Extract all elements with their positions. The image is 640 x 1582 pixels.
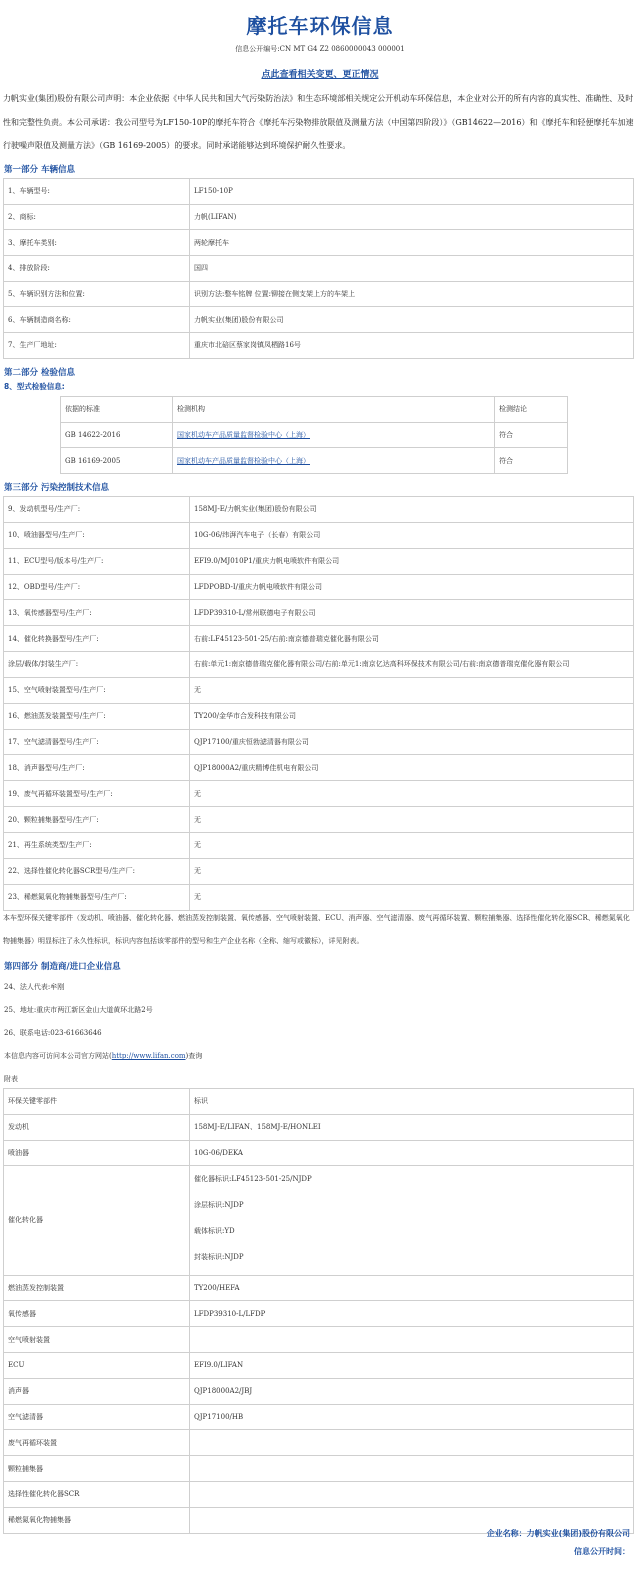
table-row bbox=[4, 548, 634, 574]
table-row bbox=[4, 1404, 634, 1430]
public-info-number: 信息公开编号:CN MT G4 Z2 0860000043 000001 bbox=[235, 45, 405, 53]
field-value: 力帆实业(集团)股份有限公司 bbox=[190, 307, 634, 333]
table-row bbox=[4, 755, 634, 781]
table-row bbox=[4, 1327, 634, 1353]
table-row bbox=[4, 1430, 634, 1456]
column-header: 检测结论 bbox=[495, 397, 568, 423]
footer-company-name: 企业名称：力帆实业(集团)股份有限公司 bbox=[486, 1529, 630, 1538]
field-value: 无 bbox=[190, 677, 634, 703]
table-row bbox=[4, 1378, 634, 1404]
part3-heading: 第三部分 污染控制技术信息 bbox=[4, 483, 109, 493]
table-row bbox=[4, 333, 634, 359]
table-row bbox=[4, 600, 634, 626]
part-mark bbox=[190, 1327, 634, 1353]
field-label: 5、车辆识别方法和位置: bbox=[4, 281, 190, 307]
field-value: 国四 bbox=[190, 256, 634, 282]
table-row bbox=[4, 230, 634, 256]
page-title: 摩托车环保信息 bbox=[246, 14, 394, 38]
changes-link[interactable]: 点此查看相关变更、更正情况 bbox=[261, 70, 379, 80]
website-query-line bbox=[4, 1051, 202, 1061]
field-value: QJP17100/重庆恒勃滤清器有限公司 bbox=[190, 729, 634, 755]
table-row bbox=[4, 703, 634, 729]
table-row bbox=[4, 497, 634, 523]
field-value: EFI9.0/MJ010P1/重庆力帆电喷软件有限公司 bbox=[190, 548, 634, 574]
type-test-heading: 8、型式检验信息: bbox=[4, 382, 65, 391]
part-mark: QJP18000A2/JBJ bbox=[190, 1378, 634, 1404]
field-label: 7、生产厂地址: bbox=[4, 333, 190, 359]
field-label: 23、稀燃氮氧化物捕集器型号/生产厂: bbox=[4, 884, 190, 910]
part-mark: QJP17100/HB bbox=[190, 1404, 634, 1430]
column-header: 检测机构 bbox=[173, 397, 495, 423]
table-row bbox=[4, 1456, 634, 1482]
legal-representative: 24、法人代表:牟刚 bbox=[4, 983, 65, 991]
catalyst-mark-line: 涂层标识:NJDP bbox=[194, 1201, 244, 1210]
field-value: 无 bbox=[190, 807, 634, 833]
field-label: 15、空气喷射装置型号/生产厂: bbox=[4, 677, 190, 703]
table-row bbox=[4, 1114, 634, 1140]
part-mark: LFDP39310-L/LFDP bbox=[190, 1301, 634, 1327]
result-cell: 符合 bbox=[495, 448, 568, 474]
pollution-control-table bbox=[3, 496, 634, 911]
query-suffix: )查询 bbox=[185, 1052, 203, 1060]
catalyst-mark-line: 载体标识:YD bbox=[194, 1226, 235, 1235]
part-mark bbox=[190, 1430, 634, 1456]
field-label: 14、催化转换器型号/生产厂: bbox=[4, 626, 190, 652]
contact-phone: 26、联系电话:023-61663646 bbox=[4, 1029, 102, 1037]
field-value: 右前:LF45123-501-25/右前:南京德普瑞克催化器有限公司 bbox=[190, 626, 634, 652]
table-row bbox=[4, 574, 634, 600]
field-label: 21、再生系统类型/生产厂: bbox=[4, 832, 190, 858]
part-mark bbox=[190, 1481, 634, 1507]
field-label: 涂层/载体/封装生产厂: bbox=[4, 652, 190, 678]
field-value: 158MJ-E/力帆实业(集团)股份有限公司 bbox=[190, 497, 634, 523]
key-parts-note: 本车型环保关键零部件（发动机、喷油器、催化转化器、燃油蒸发控制装置、氧传感器、空气喷射装置、ECU、消声器、空气滤清器、废气再循环装置、颗粒捕集器、选择性催化转化器SCR、稀燃氮氧化物捕集器）明显标注了永久性标识，标识内容包括该零部件的型号和生产企业名称（全称、缩写或徽标），详见附表。 bbox=[3, 914, 630, 945]
field-label: 12、OBD型号/生产厂: bbox=[4, 574, 190, 600]
table-row bbox=[4, 807, 634, 833]
table-row bbox=[4, 626, 634, 652]
field-label: 10、喷油器型号/生产厂: bbox=[4, 522, 190, 548]
field-value: 重庆市北碚区蔡家岗镇凤栖路16号 bbox=[190, 333, 634, 359]
table-row bbox=[61, 422, 568, 448]
part-name: 颗粒捕集器 bbox=[4, 1456, 190, 1482]
field-value: 两轮摩托车 bbox=[190, 230, 634, 256]
part-name: 喷油器 bbox=[4, 1140, 190, 1166]
table-row bbox=[4, 832, 634, 858]
table-header-row bbox=[4, 1089, 634, 1115]
website-link[interactable]: http://www.lifan.com bbox=[111, 1052, 186, 1060]
field-label: 6、车辆制造商名称: bbox=[4, 307, 190, 333]
type-test-table bbox=[60, 396, 568, 474]
table-row bbox=[4, 729, 634, 755]
field-label: 22、选择性催化转化器SCR型号/生产厂: bbox=[4, 858, 190, 884]
part-name: 消声器 bbox=[4, 1378, 190, 1404]
field-value: LF150-10P bbox=[190, 179, 634, 205]
test-agency-link[interactable]: 国家机动车产品质量监督检验中心（上海） bbox=[173, 422, 495, 448]
company-address: 25、地址:重庆市两江新区金山大道黄环北路2号 bbox=[4, 1006, 153, 1014]
field-label: 3、摩托车类别: bbox=[4, 230, 190, 256]
table-row bbox=[4, 1481, 634, 1507]
table-row bbox=[4, 1301, 634, 1327]
table-row bbox=[4, 677, 634, 703]
field-label: 18、消声器型号/生产厂: bbox=[4, 755, 190, 781]
field-label: 4、排放阶段: bbox=[4, 256, 190, 282]
column-header: 依据的标准 bbox=[61, 397, 173, 423]
field-value: 无 bbox=[190, 884, 634, 910]
field-label: 9、发动机型号/生产厂: bbox=[4, 497, 190, 523]
field-value: LFDPOBD-Ⅰ/重庆力帆电喷软件有限公司 bbox=[190, 574, 634, 600]
field-value: TY200/金华市合发科技有限公司 bbox=[190, 703, 634, 729]
field-value: 识别方法:整车铭牌 位置:铆接在侧支架上方的车架上 bbox=[190, 281, 634, 307]
part-name: 选择性催化转化器SCR bbox=[4, 1481, 190, 1507]
table-row bbox=[4, 858, 634, 884]
catalyst-mark-line: 催化器标识:LF45123-501-25/NJDP bbox=[194, 1175, 312, 1184]
field-value: LFDP39310-L/常州联德电子有限公司 bbox=[190, 600, 634, 626]
part-name: 氧传感器 bbox=[4, 1301, 190, 1327]
part-name: 发动机 bbox=[4, 1114, 190, 1140]
part-name: 空气喷射装置 bbox=[4, 1327, 190, 1353]
part-name: 燃油蒸发控制装置 bbox=[4, 1275, 190, 1301]
field-label: 13、氧传感器型号/生产厂: bbox=[4, 600, 190, 626]
table-row bbox=[4, 652, 634, 678]
field-value: 无 bbox=[190, 781, 634, 807]
part2-heading: 第二部分 检验信息 bbox=[4, 368, 75, 378]
annex-table bbox=[3, 1088, 634, 1534]
column-header: 标识 bbox=[190, 1089, 634, 1115]
part-mark: EFI9.0/LIFAN bbox=[190, 1352, 634, 1378]
field-value: 无 bbox=[190, 858, 634, 884]
table-row bbox=[4, 281, 634, 307]
part-mark bbox=[190, 1456, 634, 1482]
part-name: 废气再循环装置 bbox=[4, 1430, 190, 1456]
catalyst-marks bbox=[190, 1166, 634, 1275]
field-label: 16、燃油蒸发装置型号/生产厂: bbox=[4, 703, 190, 729]
table-row bbox=[4, 1275, 634, 1301]
declaration-text: 力帆实业(集团)股份有限公司声明：本企业依据《中华人民共和国大气污染防治法》和生态环境部相关规定公开机动车环保信息，本企业对公开的所有内容的真实性、准确性、及时性和完整性负责。本公司承诺：我公司型号为LF150-10P的摩托车符合《摩托车污染物排放限值及测量方法（中国第四阶段）》（GB14622—2016）和《摩托车和轻便摩托车加速行驶噪声限值及测量方法》（GB 16169-2005）的要求。同时承诺能够达到环境保护耐久性要求。 bbox=[3, 94, 634, 150]
catalyst-mark-line: 封装标识:NJDP bbox=[194, 1252, 244, 1261]
table-row bbox=[4, 307, 634, 333]
part4-heading: 第四部分 制造商/进口企业信息 bbox=[4, 962, 121, 972]
field-label: 1、车辆型号: bbox=[4, 179, 190, 205]
field-label: 2、商标: bbox=[4, 204, 190, 230]
field-value: QJP18000A2/重庆精博佳机电有限公司 bbox=[190, 755, 634, 781]
table-header-row bbox=[61, 397, 568, 423]
standard-cell: GB 16169-2005 bbox=[61, 448, 173, 474]
footer-publish-date: 信息公开时间： bbox=[574, 1547, 630, 1556]
table-row bbox=[4, 204, 634, 230]
table-row bbox=[4, 179, 634, 205]
field-value: 无 bbox=[190, 832, 634, 858]
table-row bbox=[4, 1352, 634, 1378]
part-mark: 10G-06/DEKA bbox=[190, 1140, 634, 1166]
field-value: 右前:单元1:南京德普瑞克催化器有限公司/右前:单元1:南京亿达高科环保技术有限公司/右前:南京德普瑞克催化器有限公司 bbox=[190, 652, 634, 678]
table-row bbox=[4, 781, 634, 807]
vehicle-info-table bbox=[3, 178, 634, 359]
table-row bbox=[4, 1140, 634, 1166]
table-row bbox=[4, 522, 634, 548]
field-label: 11、ECU型号/版本号/生产厂: bbox=[4, 548, 190, 574]
field-label: 20、颗粒捕集器型号/生产厂: bbox=[4, 807, 190, 833]
field-label: 17、空气滤清器型号/生产厂: bbox=[4, 729, 190, 755]
annex-label: 附表 bbox=[4, 1075, 18, 1083]
part-name: 催化转化器 bbox=[4, 1166, 190, 1275]
part1-heading: 第一部分 车辆信息 bbox=[4, 165, 75, 175]
part-mark: 158MJ-E/LIFAN、158MJ-E/HONLEI bbox=[190, 1114, 634, 1140]
standard-cell: GB 14622-2016 bbox=[61, 422, 173, 448]
field-value: 力帆(LIFAN) bbox=[190, 204, 634, 230]
part-name: 空气滤清器 bbox=[4, 1404, 190, 1430]
field-label: 19、废气再循环装置型号/生产厂: bbox=[4, 781, 190, 807]
part-name: ECU bbox=[4, 1352, 190, 1378]
field-value: 10G-06/纬湃汽车电子（长春）有限公司 bbox=[190, 522, 634, 548]
result-cell: 符合 bbox=[495, 422, 568, 448]
column-header: 环保关键零部件 bbox=[4, 1089, 190, 1115]
part-name: 稀燃氮氧化物捕集器 bbox=[4, 1507, 190, 1533]
table-row bbox=[4, 256, 634, 282]
table-row bbox=[4, 1166, 634, 1275]
part-mark: TY200/HEFA bbox=[190, 1275, 634, 1301]
test-agency-link[interactable]: 国家机动车产品质量监督检验中心（上海） bbox=[173, 448, 495, 474]
query-prefix: 本信息内容可访问本公司官方网站( bbox=[4, 1052, 112, 1060]
table-row bbox=[61, 448, 568, 474]
